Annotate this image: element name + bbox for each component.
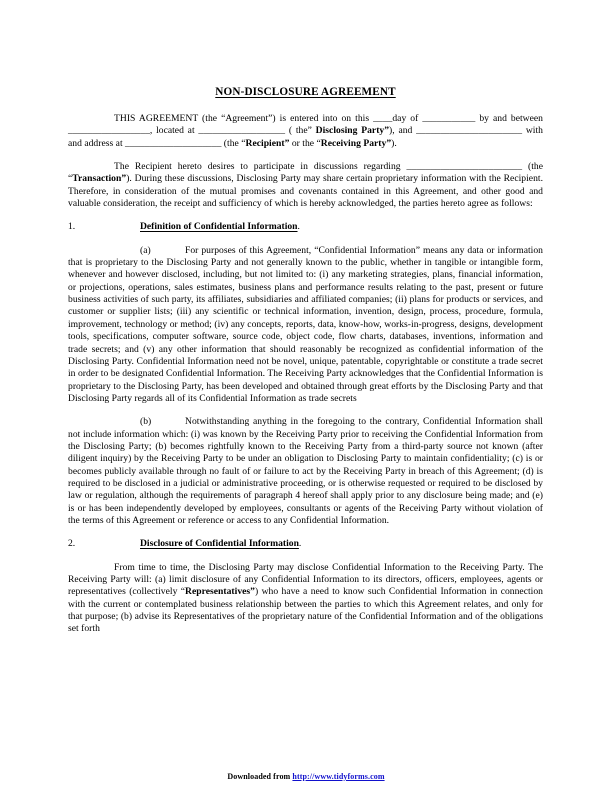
page-footer	[0, 772, 612, 781]
section-2-part-c: ) who have a need to know such Confidential Information in connection with the current or contemplated business relationship between the parties to which this Agreement relates, and only for that purpose; (b) advise its Representatives of the proprietary nature of the Confidential Information and of the obligations set forth	[68, 586, 543, 635]
intro-2-part-c: ). During these discussions, Disclosing Party may share certain proprietary information with the Recipient. Therefore, in consideration of the mutual promises and covenants contained in this Agreement, and other good and valuable consideration, the receipt and sufficiency of which is hereby acknowledged, the parties hereto agree as follows:	[68, 173, 543, 210]
intro-1-part-c: ), and ______________________ with and address at ____________________ (the “	[68, 125, 543, 149]
paragraph-intro-1	[68, 113, 543, 150]
section-1-period: .	[297, 221, 300, 233]
recipient-term: Recipient”	[245, 137, 290, 149]
section-2-part-a: From time to time, the Disclosing Party may disclose Confidential Information to the Receiving Party. The Receiving Party will: (a) limit disclosure of any Confidential Information to its directors, officers, employees, agents or representatives (collectively “	[68, 561, 543, 598]
page-title-text: NON-DISCLOSURE AGREEMENT	[215, 86, 396, 98]
paragraph-2-body	[68, 562, 543, 636]
page-title	[68, 86, 543, 99]
transaction-term: Transaction”	[72, 173, 127, 185]
representatives-term: Representatives”	[185, 586, 255, 598]
clause-1b-text: Notwithstanding anything in the foregoing to the contrary, Confidential Information shall not include information which: (i) was known by the Receiving Party prior to receiving the Confidential Information from the Disclosing Party; (b) becomes rightfully known to the Receiving Party from a third-party source not known (after diligent inquiry) by the Receiving Party to be under an obligation to Disclosing Party to maintain confidentiality; (c) is or becomes publicly available through no fault of or failure to act by the Receiving Party in breach of this Agreement; (d) is required to be disclosed in a judicial or administrative proceeding, or is otherwise requested or required to be disclosed by law or regulation, although the requirements of paragraph 4 hereof shall apply prior to any disclosure being made; and (e) is or has been independently developed by employees, consultants or agents of the Receiving Party without violation of the terms of this Agreement or reference or access to any Confidential Information.	[68, 416, 543, 526]
intro-2-part-a: The Recipient hereto desires to participate in discussions regarding ________________________ (the “	[68, 161, 543, 185]
intro-1-part-g: ).	[391, 137, 397, 149]
section-1-title: Definition of Confidential Information	[140, 221, 298, 233]
intro-1-part-e: or the “	[289, 137, 321, 149]
disclosing-party-term: Disclosing Party”	[315, 125, 390, 137]
section-1-number: 1.	[68, 221, 76, 233]
paragraph-1a	[68, 245, 543, 405]
section-1-heading	[68, 221, 543, 233]
receiving-party-term: Receiving Party”	[320, 137, 392, 149]
section-2-number: 2.	[68, 538, 76, 550]
intro-1-part-a: THIS AGREEMENT (the “Agreement”) is entered into on this ____day of ___________ by and between _________________, located at __________________ ( the”	[68, 113, 543, 137]
footer-label: Downloaded from	[227, 772, 293, 781]
section-2-heading	[68, 538, 543, 550]
paragraph-1b	[68, 416, 543, 527]
clause-1b-label: (b)	[140, 416, 152, 428]
section-2-period: .	[298, 538, 302, 550]
clause-1a-label: (a)	[140, 244, 151, 256]
paragraph-intro-2	[68, 161, 543, 210]
document-body	[68, 86, 543, 647]
section-2-title: Disclosure of Confidential Information	[140, 538, 299, 550]
footer-source-link[interactable]: http://www.tidyforms.com	[292, 772, 385, 781]
clause-1a-text: For purposes of this Agreement, “Confidential Information” means any data or information that is proprietary to the Disclosing Party and not generally known to the public, whether in tangible or intangible form, whenever and however disclosed, including, but not limited to: (i) any marketing strategies, plans, financial information, or projections, operations, sales estimates, business plans and performance results relating to the past, present or future business activities of such party, its affiliates, subsidiaries and affiliated companies; (ii) plans for products or services, and customer or supplier lists; (iii) any scientific or technical information, invention, design, process, procedure, formula, improvement, technology or method; (iv) any concepts, reports, data, know-how, works-in-progress, designs, development tools, specifications, computer software, source code, object code, flow charts, databases, inventions, information and trade secrets; and (v) any other information that should reasonably be recognized as confidential information of the Disclosing Party. Confidential Information need not be novel, unique, patentable, copyrightable or constitute a trade secret in order to be designated Confidential Information. The Receiving Party acknowledges that the Confidential Information is proprietary to the Disclosing Party, has been developed and obtained through great efforts by the Disclosing Party and that Disclosing Party regards all of its Confidential Information as trade secrets	[68, 244, 543, 404]
